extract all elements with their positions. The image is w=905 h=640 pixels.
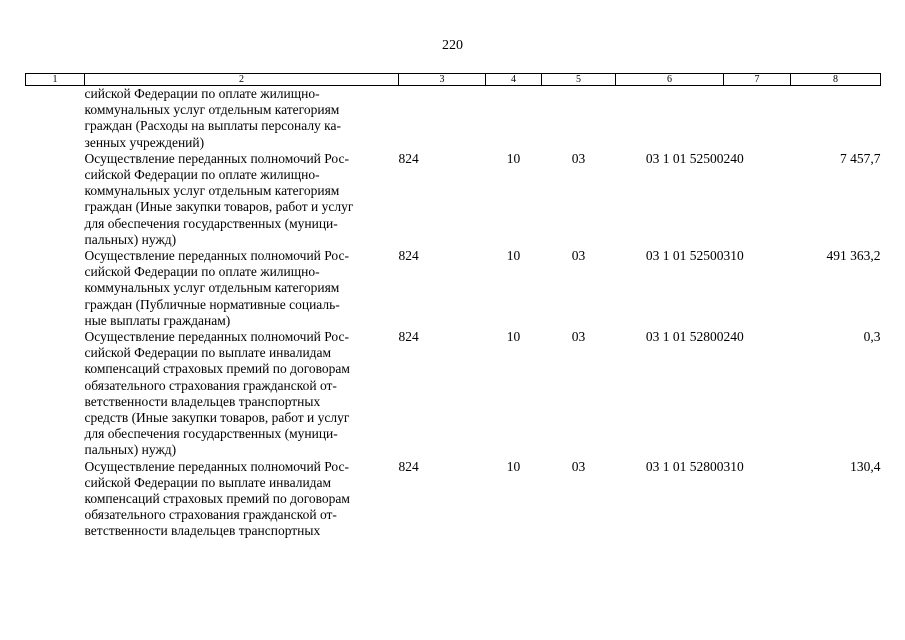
cell-c7: 310 bbox=[723, 458, 744, 474]
cell-c5 bbox=[542, 86, 616, 151]
description-line: граждан (Расходы на выплаты персоналу ка- bbox=[84, 118, 342, 134]
cell-c3 bbox=[399, 86, 486, 151]
cell-c3: 824 bbox=[398, 458, 419, 474]
description-line: коммунальных услуг отдельным категориям bbox=[84, 102, 340, 118]
description-line: ветственности владельцев транспортных bbox=[84, 393, 321, 409]
cell-c3: 824 bbox=[398, 248, 419, 264]
cell-c4 bbox=[486, 86, 542, 151]
cell-c5: 03 bbox=[571, 150, 586, 166]
description-line: ные выплаты гражданам) bbox=[84, 312, 231, 328]
table-row bbox=[26, 151, 881, 248]
description-line: пальных) нужд) bbox=[84, 231, 177, 247]
cell-c6: 03 1 01 52500 bbox=[645, 150, 724, 166]
description-line: граждан (Иные закупки товаров, работ и услуг bbox=[84, 199, 354, 215]
cell-c6: 03 1 01 52500 bbox=[645, 248, 724, 264]
table-header-row bbox=[26, 74, 881, 86]
description-line: сийской Федерации по оплате жилищно- bbox=[84, 86, 320, 101]
description-line: сийской Федерации по оплате жилищно- bbox=[84, 167, 320, 183]
description-line: коммунальных услуг отдельным категориям bbox=[84, 183, 340, 199]
column-header: 3 bbox=[399, 74, 486, 86]
budget-table bbox=[25, 73, 881, 540]
page-number: 220 bbox=[442, 38, 463, 53]
description-line: зенных учреждений) bbox=[84, 134, 205, 150]
description-line: сийской Федерации по оплате жилищно- bbox=[84, 264, 320, 280]
cell-c6: 03 1 01 52800 bbox=[645, 458, 724, 474]
cell-c8: 0,3 bbox=[863, 329, 881, 345]
column-header: 8 bbox=[791, 74, 881, 86]
cell-description bbox=[85, 329, 399, 459]
cell-description bbox=[85, 151, 399, 248]
cell-c3: 824 bbox=[398, 329, 419, 345]
cell-description bbox=[85, 459, 399, 540]
description-line: для обеспечения государственных (муници- bbox=[84, 426, 338, 442]
description-line: Осуществление переданных полномочий Рос- bbox=[84, 150, 350, 166]
description-line: граждан (Публичные нормативные социаль- bbox=[84, 296, 340, 312]
description-line: сийской Федерации по выплате инвалидам bbox=[84, 345, 332, 361]
column-header: 2 bbox=[85, 74, 399, 86]
cell-c8: 491 363,2 bbox=[826, 248, 881, 264]
description-line: компенсаций страховых премий по договорам bbox=[84, 361, 350, 377]
cell-c7: 240 bbox=[723, 150, 744, 166]
cell-description bbox=[85, 86, 399, 151]
table-row bbox=[26, 86, 881, 151]
table-row bbox=[26, 248, 881, 329]
table-row bbox=[26, 459, 881, 540]
description-line: коммунальных услуг отдельным категориям bbox=[84, 280, 340, 296]
description-line: Осуществление переданных полномочий Рос- bbox=[84, 458, 350, 474]
cell-c4: 10 bbox=[506, 329, 521, 345]
description-line: для обеспечения государственных (муници- bbox=[84, 215, 338, 231]
cell-description bbox=[85, 248, 399, 329]
description-line: Осуществление переданных полномочий Рос- bbox=[84, 248, 350, 264]
cell-c8: 7 457,7 bbox=[840, 150, 881, 166]
cell-c3: 824 bbox=[398, 150, 419, 166]
cell-col1 bbox=[26, 151, 85, 248]
description-line: Осуществление переданных полномочий Рос- bbox=[84, 329, 350, 345]
description-line: средств (Иные закупки товаров, работ и услуг bbox=[84, 410, 350, 426]
description-line: ветственности владельцев транспортных bbox=[84, 523, 321, 539]
column-header: 5 bbox=[542, 74, 616, 86]
column-header: 4 bbox=[486, 74, 542, 86]
cell-col1 bbox=[26, 329, 85, 459]
cell-c8: 130,4 bbox=[850, 458, 881, 474]
cell-col1 bbox=[26, 248, 85, 329]
cell-col1 bbox=[26, 86, 85, 151]
column-header: 1 bbox=[26, 74, 85, 86]
cell-c5: 03 bbox=[571, 458, 586, 474]
cell-c7: 240 bbox=[723, 329, 744, 345]
description-line: обязательного страхования гражданской от- bbox=[84, 377, 337, 393]
cell-c5: 03 bbox=[571, 248, 586, 264]
cell-c4: 10 bbox=[506, 150, 521, 166]
cell-c5: 03 bbox=[571, 329, 586, 345]
table-body bbox=[26, 86, 881, 540]
description-line: компенсаций страховых премий по договорам bbox=[84, 491, 350, 507]
column-header: 7 bbox=[724, 74, 791, 86]
cell-c4: 10 bbox=[506, 248, 521, 264]
cell-c8 bbox=[791, 86, 881, 151]
description-line: пальных) нужд) bbox=[84, 442, 177, 458]
cell-col1 bbox=[26, 459, 85, 540]
description-line: обязательного страхования гражданской от- bbox=[84, 507, 337, 523]
cell-c4: 10 bbox=[506, 458, 521, 474]
cell-c6 bbox=[616, 86, 724, 151]
description-line: сийской Федерации по выплате инвалидам bbox=[84, 474, 332, 490]
column-header: 6 bbox=[616, 74, 724, 86]
cell-c7: 310 bbox=[723, 248, 744, 264]
cell-c6: 03 1 01 52800 bbox=[645, 329, 724, 345]
cell-c7 bbox=[724, 86, 791, 151]
table-row bbox=[26, 329, 881, 459]
